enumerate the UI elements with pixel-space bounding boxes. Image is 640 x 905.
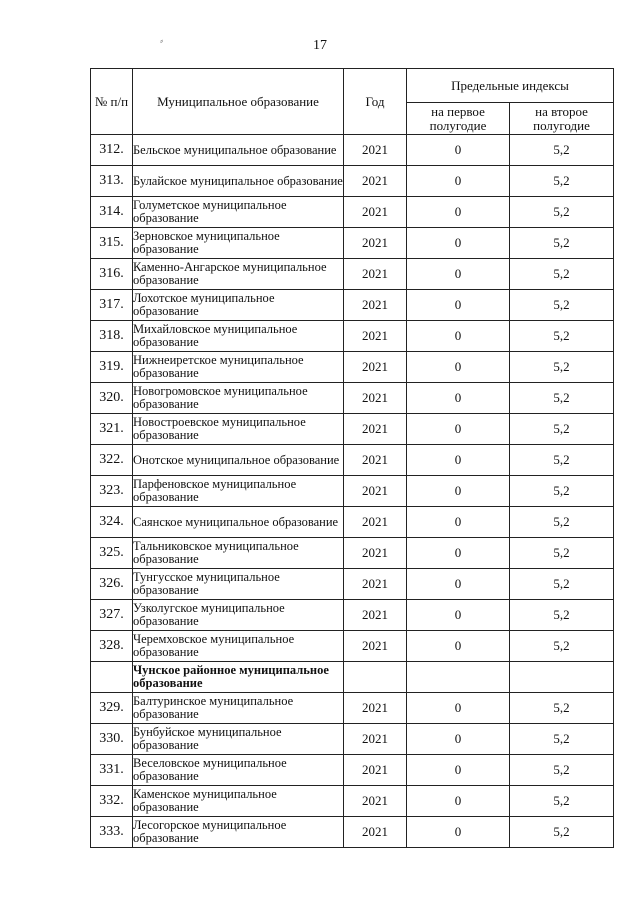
first-half-value-cell: 0 — [407, 259, 510, 290]
table-row — [91, 755, 614, 786]
row-number-cell: 329. — [91, 693, 133, 724]
municipality-name-cell: Лохотское муниципальное образование — [133, 290, 344, 321]
row-number-cell: 315. — [91, 228, 133, 259]
second-half-value-cell: 5,2 — [510, 724, 614, 755]
municipality-name-cell: Онотское муниципальное образование — [133, 445, 344, 476]
header-first-half: на первое полугодие — [407, 103, 510, 135]
first-half-value-cell: 0 — [407, 290, 510, 321]
second-half-value-cell: 5,2 — [510, 135, 614, 166]
first-half-value-cell: 0 — [407, 197, 510, 228]
row-number-cell: 317. — [91, 290, 133, 321]
table-row — [91, 321, 614, 352]
municipality-name-cell: Нижнеиретское муниципальное образование — [133, 352, 344, 383]
first-half-value-cell: 0 — [407, 786, 510, 817]
first-half-value-cell: 0 — [407, 693, 510, 724]
row-number-cell: 314. — [91, 197, 133, 228]
municipality-name-cell: Каменно-Ангарское муниципальное образование — [133, 259, 344, 290]
year-cell: 2021 — [344, 786, 407, 817]
year-cell: 2021 — [344, 631, 407, 662]
second-half-value-cell: 5,2 — [510, 538, 614, 569]
second-half-value-cell: 5,2 — [510, 321, 614, 352]
second-half-value-cell: 5,2 — [510, 197, 614, 228]
table-row — [91, 693, 614, 724]
table-row — [91, 414, 614, 445]
table-row — [91, 228, 614, 259]
year-cell: 2021 — [344, 507, 407, 538]
second-half-value-cell: 5,2 — [510, 352, 614, 383]
municipality-name-cell: Новостроевское муниципальное образование — [133, 414, 344, 445]
row-number-cell: 331. — [91, 755, 133, 786]
municipality-name-cell: Тальниковское муниципальное образование — [133, 538, 344, 569]
municipality-name-cell: Голуметское муниципальное образование — [133, 197, 344, 228]
header-no: № п/п — [91, 69, 133, 135]
municipality-name-cell: Булайское муниципальное образование — [133, 166, 344, 197]
header-municipality: Муниципальное образование — [133, 69, 344, 135]
second-half-value-cell: 5,2 — [510, 631, 614, 662]
year-cell: 2021 — [344, 817, 407, 848]
municipality-name-cell: Саянское муниципальное образование — [133, 507, 344, 538]
year-cell: 2021 — [344, 290, 407, 321]
municipality-name-cell: Балтуринское муниципальное образование — [133, 693, 344, 724]
table-row — [91, 445, 614, 476]
table-row — [91, 290, 614, 321]
table-row — [91, 724, 614, 755]
row-number-cell: 328. — [91, 631, 133, 662]
first-half-value-cell: 0 — [407, 445, 510, 476]
table-row — [91, 166, 614, 197]
second-half-value-cell — [510, 662, 614, 693]
year-cell: 2021 — [344, 352, 407, 383]
first-half-value-cell: 0 — [407, 414, 510, 445]
table-row — [91, 569, 614, 600]
row-number-cell: 321. — [91, 414, 133, 445]
row-number-cell: 323. — [91, 476, 133, 507]
table-row — [91, 786, 614, 817]
table-row — [91, 259, 614, 290]
year-cell: 2021 — [344, 383, 407, 414]
first-half-value-cell: 0 — [407, 569, 510, 600]
year-cell: 2021 — [344, 135, 407, 166]
table-row — [91, 600, 614, 631]
row-number-cell — [91, 662, 133, 693]
row-number-cell: 322. — [91, 445, 133, 476]
row-number-cell: 316. — [91, 259, 133, 290]
first-half-value-cell: 0 — [407, 383, 510, 414]
first-half-value-cell: 0 — [407, 166, 510, 197]
municipality-name-cell: Узколугское муниципальное образование — [133, 600, 344, 631]
row-number-cell: 330. — [91, 724, 133, 755]
second-half-value-cell: 5,2 — [510, 507, 614, 538]
year-cell: 2021 — [344, 476, 407, 507]
second-half-value-cell: 5,2 — [510, 817, 614, 848]
year-cell: 2021 — [344, 445, 407, 476]
row-number-cell: 318. — [91, 321, 133, 352]
second-half-value-cell: 5,2 — [510, 290, 614, 321]
year-cell: 2021 — [344, 166, 407, 197]
municipality-name-cell: Зерновское муниципальное образование — [133, 228, 344, 259]
municipality-name-cell: Михайловское муниципальное образование — [133, 321, 344, 352]
municipality-name-cell: Каменское муниципальное образование — [133, 786, 344, 817]
municipality-name-cell: Веселовское муниципальное образование — [133, 755, 344, 786]
second-half-value-cell: 5,2 — [510, 755, 614, 786]
second-half-value-cell: 5,2 — [510, 569, 614, 600]
year-cell: 2021 — [344, 724, 407, 755]
municipality-name-cell: Тунгусское муниципальное образование — [133, 569, 344, 600]
table-row — [91, 197, 614, 228]
first-half-value-cell: 0 — [407, 507, 510, 538]
row-number-cell: 325. — [91, 538, 133, 569]
row-number-cell: 333. — [91, 817, 133, 848]
year-cell: 2021 — [344, 755, 407, 786]
municipality-name-cell: Чунское районное муниципальное образование — [133, 662, 344, 693]
second-half-value-cell: 5,2 — [510, 693, 614, 724]
page-number: 17 — [313, 38, 327, 53]
year-cell: 2021 — [344, 228, 407, 259]
second-half-value-cell: 5,2 — [510, 259, 614, 290]
row-number-cell: 319. — [91, 352, 133, 383]
first-half-value-cell: 0 — [407, 817, 510, 848]
year-cell — [344, 662, 407, 693]
first-half-value-cell: 0 — [407, 135, 510, 166]
first-half-value-cell: 0 — [407, 600, 510, 631]
year-cell: 2021 — [344, 414, 407, 445]
limit-indices-table — [90, 68, 614, 848]
year-cell: 2021 — [344, 321, 407, 352]
section-row — [91, 662, 614, 693]
municipality-name-cell: Лесогорское муниципальное образование — [133, 817, 344, 848]
second-half-value-cell: 5,2 — [510, 228, 614, 259]
first-half-value-cell: 0 — [407, 755, 510, 786]
second-half-value-cell: 5,2 — [510, 476, 614, 507]
row-number-cell: 324. — [91, 507, 133, 538]
first-half-value-cell: 0 — [407, 538, 510, 569]
second-half-value-cell: 5,2 — [510, 166, 614, 197]
row-number-cell: 320. — [91, 383, 133, 414]
table-row — [91, 817, 614, 848]
row-number-cell: 326. — [91, 569, 133, 600]
second-half-value-cell: 5,2 — [510, 786, 614, 817]
first-half-value-cell: 0 — [407, 476, 510, 507]
scan-artifact-mark: ⸗ — [160, 36, 164, 47]
first-half-value-cell — [407, 662, 510, 693]
table-body — [91, 135, 614, 848]
second-half-value-cell: 5,2 — [510, 383, 614, 414]
table-row — [91, 507, 614, 538]
municipality-name-cell: Бунбуйское муниципальное образование — [133, 724, 344, 755]
row-number-cell: 313. — [91, 166, 133, 197]
year-cell: 2021 — [344, 197, 407, 228]
table-row — [91, 476, 614, 507]
year-cell: 2021 — [344, 569, 407, 600]
municipality-name-cell: Черемховское муниципальное образование — [133, 631, 344, 662]
year-cell: 2021 — [344, 538, 407, 569]
row-number-cell: 327. — [91, 600, 133, 631]
row-number-cell: 312. — [91, 135, 133, 166]
table-row — [91, 538, 614, 569]
second-half-value-cell: 5,2 — [510, 600, 614, 631]
table-row — [91, 135, 614, 166]
year-cell: 2021 — [344, 693, 407, 724]
first-half-value-cell: 0 — [407, 228, 510, 259]
second-half-value-cell: 5,2 — [510, 414, 614, 445]
header-limit-indices: Предельные индексы — [407, 69, 614, 103]
first-half-value-cell: 0 — [407, 321, 510, 352]
header-second-half: на второе полугодие — [510, 103, 614, 135]
municipality-name-cell: Новогромовское муниципальное образование — [133, 383, 344, 414]
year-cell: 2021 — [344, 600, 407, 631]
table-row — [91, 631, 614, 662]
first-half-value-cell: 0 — [407, 631, 510, 662]
municipality-name-cell: Парфеновское муниципальное образование — [133, 476, 344, 507]
table-row — [91, 352, 614, 383]
year-cell: 2021 — [344, 259, 407, 290]
table-row — [91, 383, 614, 414]
first-half-value-cell: 0 — [407, 352, 510, 383]
municipality-name-cell: Бельское муниципальное образование — [133, 135, 344, 166]
header-year: Год — [344, 69, 407, 135]
second-half-value-cell: 5,2 — [510, 445, 614, 476]
row-number-cell: 332. — [91, 786, 133, 817]
first-half-value-cell: 0 — [407, 724, 510, 755]
